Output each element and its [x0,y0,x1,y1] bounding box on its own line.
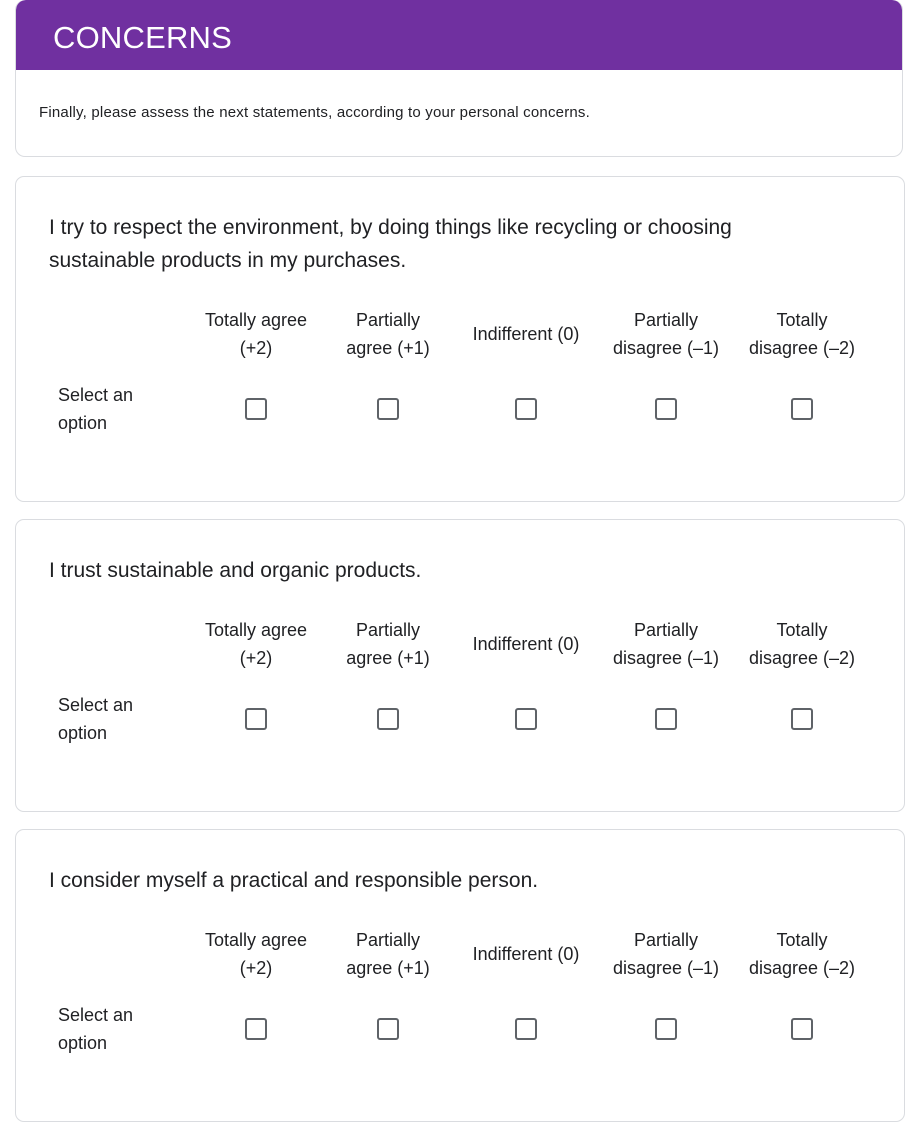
column-header-line: disagree (–1) [612,958,720,978]
column-header-line: agree (+1) [346,338,430,358]
checkbox-2[interactable] [377,708,399,730]
column-header-line: Partially [355,930,421,950]
question-card [15,176,905,502]
column-header-line: Indifferent (0) [472,944,580,964]
checkbox-3[interactable] [515,398,537,420]
question-text [49,554,849,587]
column-header-line: Totally agree [204,310,308,330]
section-banner [16,0,902,70]
column-header-line: Totally [776,930,828,950]
column-header [732,616,872,672]
section-description: Finally, please assess the next statements, according to your personal concerns. [39,104,590,121]
column-header [318,306,458,362]
column-header [186,616,326,672]
column-header [456,940,596,968]
column-header-line: Totally agree [204,930,308,950]
row-label-line: Select an [58,695,134,715]
column-header [318,926,458,982]
row-label-line: option [58,1033,108,1053]
checkbox-1[interactable] [245,708,267,730]
column-header-line: disagree (–1) [612,338,720,358]
column-header-line: Partially [355,620,421,640]
column-header-line: Totally agree [204,620,308,640]
row-label-line: option [58,413,108,433]
checkbox-5[interactable] [791,1018,813,1040]
column-header [596,926,736,982]
column-header-line: Partially [633,620,699,640]
column-header-line: agree (+1) [346,648,430,668]
checkbox-1[interactable] [245,398,267,420]
question-card [15,519,905,812]
column-header-line: agree (+1) [346,958,430,978]
question-line: I trust sustainable and organic products. [49,559,422,582]
section-title: CONCERNS [53,20,233,55]
column-header [186,926,326,982]
column-header-line: Partially [633,310,699,330]
question-card [15,829,905,1122]
row-label [58,381,168,437]
column-header [596,616,736,672]
question-line: sustainable products in my purchases. [49,249,407,272]
column-header-line: (+2) [239,648,273,668]
column-header-line: disagree (–2) [748,338,856,358]
checkbox-4[interactable] [655,708,677,730]
column-header [732,306,872,362]
column-header-line: Indifferent (0) [472,634,580,654]
section-header-card [15,0,903,157]
column-header-line: (+2) [239,338,273,358]
column-header-line: disagree (–1) [612,648,720,668]
checkbox-4[interactable] [655,1018,677,1040]
checkbox-5[interactable] [791,708,813,730]
checkbox-3[interactable] [515,1018,537,1040]
checkbox-5[interactable] [791,398,813,420]
row-label-line: Select an [58,1005,134,1025]
column-header [456,320,596,348]
column-header [186,306,326,362]
question-text [49,864,849,897]
question-line: I try to respect the environment, by doing things like recycling or choosing [49,216,732,239]
column-header-line: Totally [776,310,828,330]
column-header-line: (+2) [239,958,273,978]
column-header [318,616,458,672]
checkbox-3[interactable] [515,708,537,730]
column-header [596,306,736,362]
checkbox-2[interactable] [377,1018,399,1040]
row-label-line: option [58,723,108,743]
question-text [49,211,849,277]
column-header-line: Partially [355,310,421,330]
column-header-line: Totally [776,620,828,640]
checkbox-4[interactable] [655,398,677,420]
row-label [58,691,168,747]
column-header-line: disagree (–2) [748,958,856,978]
row-label-line: Select an [58,385,134,405]
column-header-line: Indifferent (0) [472,324,580,344]
question-line: I consider myself a practical and responsible person. [49,869,539,892]
checkbox-2[interactable] [377,398,399,420]
column-header-line: disagree (–2) [748,648,856,668]
column-header [456,630,596,658]
column-header [732,926,872,982]
column-header-line: Partially [633,930,699,950]
row-label [58,1001,168,1057]
checkbox-1[interactable] [245,1018,267,1040]
